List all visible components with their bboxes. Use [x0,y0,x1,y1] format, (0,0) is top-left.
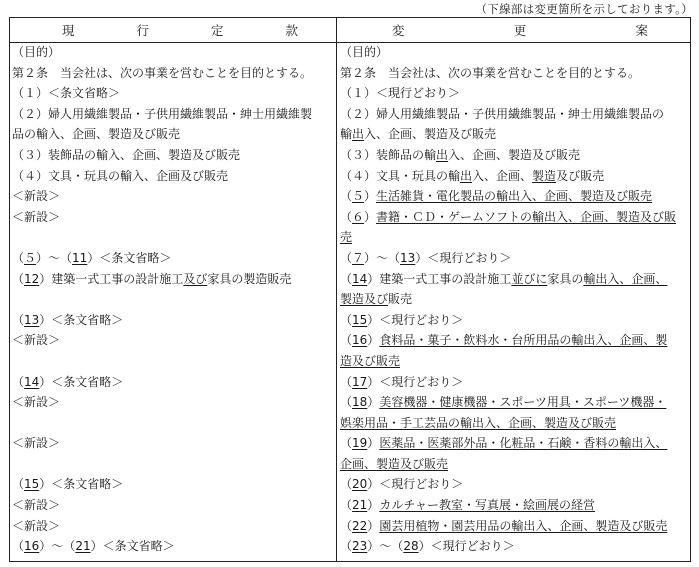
text-line: （２）婦人用繊維製品・子供用繊維製品・紳士用繊維製品の [340,106,665,121]
text-line: 輸出入、企画、製造及び販売 [340,127,497,142]
text-line: （１）＜現行どおり＞ [340,86,461,101]
header-current-articles [62,18,298,42]
text-line: ＜新設＞ [12,333,61,348]
text-line: （３）装飾品の輸出入、企画、製造及び販売 [340,147,581,162]
text-line: （５）～（11）＜条文省略＞ [12,250,172,265]
text-line: （３）装飾品の輸入、企画、製造及び販売 [12,147,241,162]
text-line: 品の輸入、企画、製造及び販売 [12,127,181,142]
text-line: （４）文具・玩具の輸出入、企画、製造及び販売 [340,168,605,183]
change-note: （下線部は変更箇所を示しております。） [475,2,693,16]
text-line: （13）＜条文省略＞ [12,312,124,327]
text-line: （14）建築一式工事の設計施工並びに家具の輸出入、企画、 [340,271,668,286]
text-line: ＜新設＞ [12,498,61,513]
text-line: ＜新設＞ [12,395,61,410]
text-line: （16）食料品・菓子・飲料水・台所用品の輸出入、企画、製 [340,333,668,348]
text-line: （21）カルチャー教室・写真展・絵画展の経営 [340,498,595,513]
text-line: ＜新設＞ [12,436,61,451]
text-line: （19）医薬品・医薬部外品・化粧品・石鹸・香料の輸出入、 [340,436,668,451]
text-line: 娯楽用品・手工芸品の輸出入、企画、製造及び販売 [340,415,617,430]
blank-line [12,413,332,434]
text-line: （22）園芸用植物・園芸用品の輸出入、企画、製造及び販売 [340,518,668,533]
header-char: 行 [136,23,149,38]
text-line: 第２条 当会社は、次の事業を営むことを目的とする。 [12,65,313,80]
text-line: （１）＜条文省略＞ [12,86,121,101]
articles-comparison-table [9,17,691,562]
text-line: （15）＜条文省略＞ [12,477,124,492]
text-line: 製造及び販売 [340,292,413,307]
column-divider [336,18,337,561]
text-line: ＜新設＞ [12,518,61,533]
text-line: （５）生活雑貨・電化製品の輸出入、企画、製造及び販売 [340,189,653,204]
header-char: 変 [392,23,405,38]
current-articles-column [12,42,332,557]
text-line: 売 [340,230,353,245]
header-char: 款 [285,23,298,38]
header-char: 現 [62,23,75,38]
text-line: （23）～（28）＜現行どおり＞ [340,539,515,554]
header-char: 更 [513,23,527,38]
table-header [10,18,690,43]
text-line: ＜新設＞ [12,209,61,224]
header-char: 案 [635,23,648,38]
text-line: 造及び販売 [340,353,401,368]
proposed-changes-column [340,42,688,557]
header-char: 定 [210,23,224,38]
text-line: （17）＜現行どおり＞ [340,374,464,389]
text-line: （12）建築一式工事の設計施工及び家具の製造販売 [12,271,292,286]
text-line: （14）＜条文省略＞ [12,374,124,389]
header-proposed-changes [392,18,648,42]
text-line: （６）書籍・ＣＤ・ゲームソフトの輸出入、企画、製造及び販 [340,209,677,224]
blank-line [12,351,332,372]
text-line: 第２条 当会社は、次の事業を営むことを目的とする。 [340,65,641,80]
text-line: 企画、製造及び販売 [340,456,449,471]
text-line: （４）文具・玩具の輸入、企画及び販売 [12,168,229,183]
text-line: （目的） [12,45,61,59]
text-line: （目的） [340,45,389,59]
text-line: （20）＜現行どおり＞ [340,477,464,492]
text-line: （18）美容機器・健康機器・スポーツ用具・スポーツ機器・ [340,395,667,410]
blank-line [12,454,332,475]
text-line: （２）婦人用繊維製品・子供用繊維製品・紳士用繊維製 [12,106,313,121]
blank-line [12,289,332,310]
text-line: ＜新設＞ [12,189,61,204]
text-line: （16）～（21）＜条文省略＞ [12,539,175,554]
blank-line [12,227,332,248]
text-line: （15）＜現行どおり＞ [340,312,464,327]
text-line: （７）～（13）＜現行どおり＞ [340,250,512,265]
